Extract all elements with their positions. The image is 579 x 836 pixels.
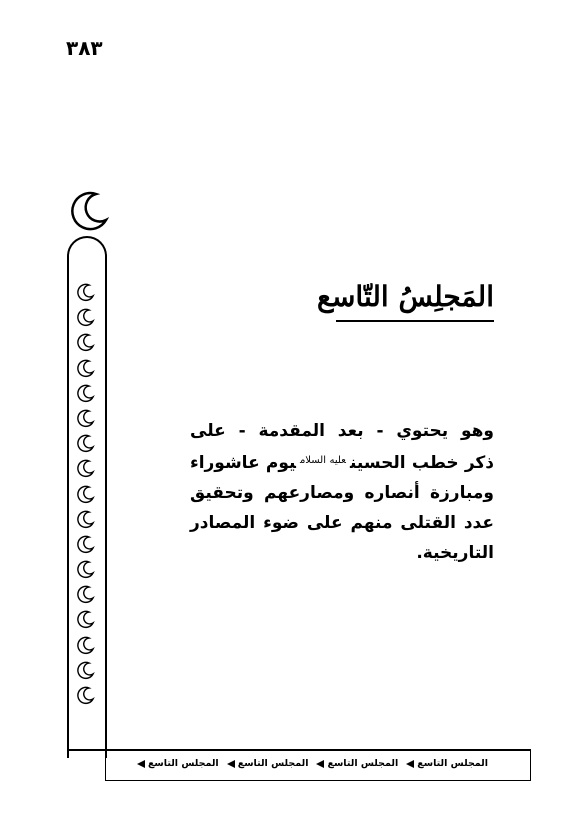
footer-chapter-nav <box>118 758 488 769</box>
page-number: ٣٨٣ <box>66 36 103 60</box>
footer-nav-item <box>227 758 309 769</box>
crescent-icon <box>75 534 95 554</box>
crescent-icon <box>75 584 95 604</box>
description-line: وهو يحتوي - بعد المقدمة - على <box>190 421 494 441</box>
chapter-description <box>190 416 494 568</box>
crescent-icon <box>75 509 95 529</box>
crescent-icon <box>75 358 95 378</box>
description-fragment: يوم عاشوراء <box>190 453 296 473</box>
crescent-icon <box>75 484 95 504</box>
triangle-left-icon <box>316 760 324 768</box>
crescent-icon <box>75 559 95 579</box>
triangle-left-icon <box>137 760 145 768</box>
footer-nav-item <box>316 758 398 769</box>
description-line: عدد القتلى منهم على ضوء المصادر <box>190 513 494 533</box>
description-line <box>190 446 494 478</box>
crescent-icon <box>75 433 95 453</box>
footer-nav-item <box>406 758 488 769</box>
crescent-icon <box>75 307 95 327</box>
chapter-title: المَجلِسُ التّاسع <box>317 280 494 313</box>
pillar-crescent-column <box>75 282 101 710</box>
description-line: التاريخية. <box>416 543 494 563</box>
triangle-left-icon <box>227 760 235 768</box>
crescent-icon <box>62 186 112 236</box>
crescent-icon <box>75 332 95 352</box>
title-underline <box>336 320 494 322</box>
crescent-icon <box>75 685 95 705</box>
crescent-icon <box>75 408 95 428</box>
crescent-icon <box>75 282 95 302</box>
crescent-icon <box>75 609 95 629</box>
crescent-icon <box>75 660 95 680</box>
crescent-icon <box>75 635 95 655</box>
footer-nav-label: المجلس التاسع <box>237 758 309 769</box>
description-line: ومبارزة أنصاره ومصارعهم وتحقيق <box>190 483 494 503</box>
footer-nav-label: المجلس التاسع <box>417 758 488 769</box>
crescent-icon <box>75 383 95 403</box>
description-fragment: ذكر خطب الحسين <box>349 453 495 473</box>
footer-nav-item <box>137 758 219 769</box>
footer-nav-label: المجلس التاسع <box>147 758 219 769</box>
footer-nav-label: المجلس التاسع <box>327 758 399 769</box>
honorific-mark: عليه السلام <box>299 455 346 466</box>
base-line-left <box>67 749 107 751</box>
crescent-icon <box>75 458 95 478</box>
triangle-left-icon <box>406 760 414 768</box>
